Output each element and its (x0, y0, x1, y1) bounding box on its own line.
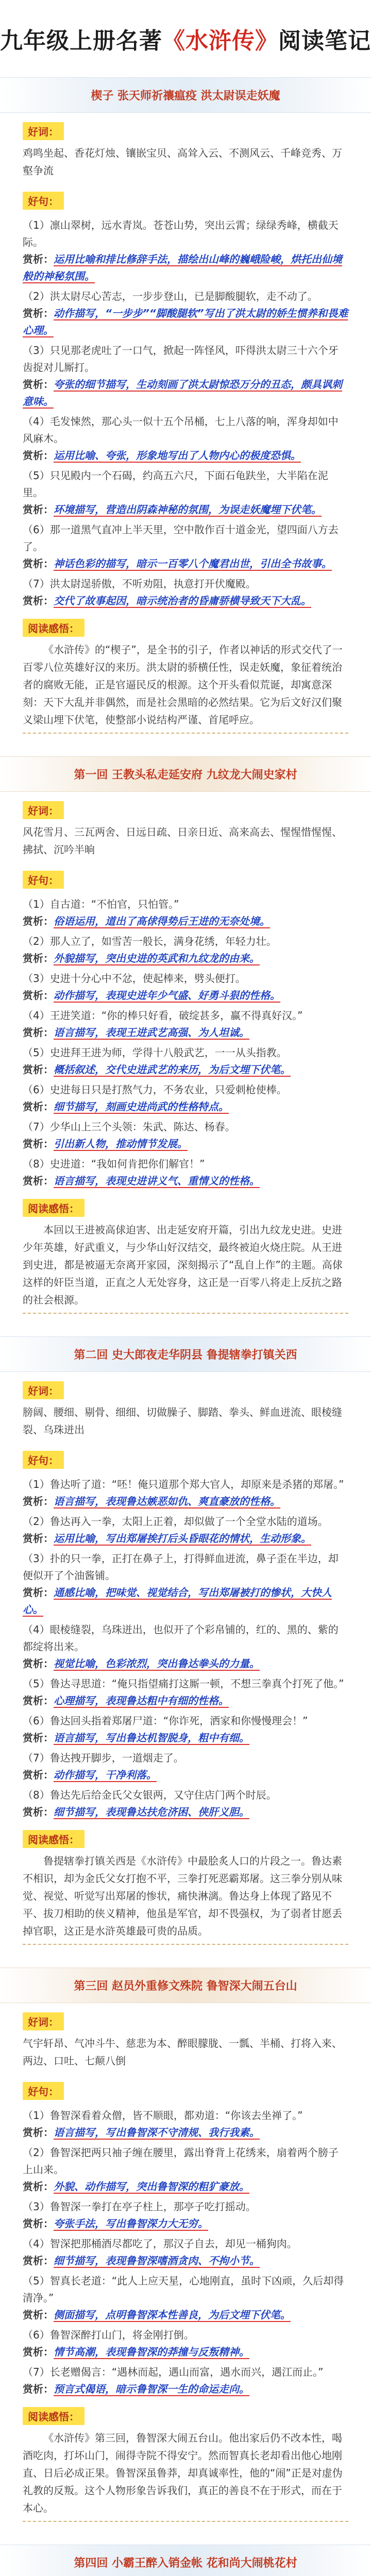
analysis-label: 赏析： (23, 595, 54, 607)
sentence-text: （1）鲁达听了道：“呸！俺只道那个郑大官人，却原来是杀猪的郑屠。” (23, 1478, 344, 1490)
sentence-item (23, 467, 348, 518)
sentence-text: （4）王进笑道：“你的棒只好看，破绽甚多，赢不得真好汉。” (23, 1009, 303, 1022)
chapter-banner: 楔子 张天师祈禳瘟疫 洪太尉误走妖魔 (0, 77, 371, 113)
analysis-text: 语言描写，写出鲁达机智脱身，粗中有细。 (54, 1732, 249, 1744)
chapter-section (23, 756, 348, 1336)
analysis-label: 赏析： (23, 2346, 54, 2358)
good-words-text: 鸡鸣坐起、香花灯烛、镶嵌宝贝、高耸入云、不测风云、千峰竞秀、万壑争流 (23, 147, 342, 177)
analysis-label: 赏析： (23, 449, 54, 462)
title-suffix: 阅读笔记 (278, 28, 371, 54)
analysis-label: 赏析： (23, 1026, 54, 1039)
analysis-text: 运用比喻、夸张，形象地写出了人物内心的极度恐惧。 (54, 449, 301, 462)
sentence-item (23, 2107, 348, 2141)
sentence-item (23, 521, 348, 572)
sentence-item (23, 1750, 348, 1784)
analysis-label: 赏析： (23, 503, 54, 516)
sentence-item (23, 1513, 348, 1547)
sentence-item (23, 413, 348, 464)
sentence-text: （8）鲁达先后给金氏父女银两，又守住店门两个时辰。 (23, 1789, 277, 1801)
sentence-text: （1）凛山翠树，远水青岚。苍苍山势，突出云霄；绿绿秀峰，横截天际。 (23, 219, 339, 248)
reflection-tag: 阅读感悟： (23, 1199, 85, 1217)
analysis-text: 运用比喻，写出郑屠挨打后头昏眼花的情状，生动形象。 (54, 1532, 311, 1545)
sentence-text: （1）自古道：“不怕官，只怕管。” (23, 898, 179, 910)
sentence-item (23, 1787, 348, 1821)
section-spacer (23, 2527, 348, 2545)
reflection-text: 《水浒传》的“楔子”，是全书的引子，作者以神话的形式交代了一百零八位英雄好汉的来历。洪太尉的骄横任性，误走妖魔，象征着统治者的腐败无能，正是官逼民反的根源。这个开头看似荒诞，却寓意深刻：天下大乱并非偶然，而是社会黑暗的必然结果。它为后文好汉们聚义梁山埋下伏笔，使整部小说结构严谨、首尾呼应。 (23, 641, 348, 734)
sentence-item (23, 1118, 348, 1153)
analysis-text: 神话色彩的描写，暗示一百零八个魔君出世，引出全书故事。 (54, 557, 332, 570)
sentence-item (23, 970, 348, 1004)
sentence-item (23, 342, 348, 410)
sentence-text: （5）智真长老道：“此人上应天星，心地刚直，虽时下凶顽，久后却得清净。” (23, 2275, 344, 2304)
good-words-text: 气宇轩昂、气冲斗牛、慈悲为本、醉眼朦胧、一瓢、半桶、打将入来、两边、口吐、七颠八倒 (23, 2037, 342, 2067)
sentence-item (23, 1621, 348, 1672)
analysis-text: 侧面描写，点明鲁智深本性善良，为后文埋下伏笔。 (54, 2309, 291, 2321)
analysis-text: 语言描写，表现鲁达嫉恶如仇、爽直豪放的性格。 (54, 1495, 280, 1507)
analysis-text: 语言描写，写出鲁智深不守清规、我行我素。 (54, 2126, 260, 2139)
analysis-text: 细节描写，表现鲁达扶危济困、侠肝义胆。 (54, 1806, 249, 1818)
sentence-text: （5）史进拜王进为师，学得十八般武艺，一一从头指教。 (23, 1046, 287, 1059)
sentence-item (23, 288, 348, 339)
sentence-item (23, 2364, 348, 2398)
section-spacer (23, 1950, 348, 1968)
analysis-label: 赏析： (23, 915, 54, 927)
sentence-text: （6）鲁达回头指着郑屠尸道：“你诈死，洒家和你慢慢理会！” (23, 1715, 308, 1727)
sentence-item (23, 1476, 348, 1510)
chapter-banner: 第一回 王教头私走延安府 九纹龙大闹史家村 (0, 756, 371, 792)
title-book: 《水浒传》 (162, 28, 278, 54)
sentence-item (23, 2144, 348, 2195)
analysis-label: 赏析： (23, 2309, 54, 2321)
reflection-text: 本回以王进被高俅迫害、出走延安府开篇，引出九纹龙史进。史进少年英雄，好武重义，与少华山好汉结交，最终被迫火烧庄院。从王进到史进，都是被逼无奈离开家园，深刻揭示了“乱自上作”的主题。高俅这样的奸臣当道，正直之人无处容身，这正是一百零八将走上反抗之路的社会根源。 (23, 1221, 348, 1314)
sentence-text: （7）少华山上三个头领：朱武、陈达、杨春。 (23, 1121, 235, 1133)
sentence-text: （3）鲁智深一拳打在亭子柱上，那亭子吃打摇动。 (23, 2200, 256, 2213)
good-words-text: 风花雪月、三瓦两舍、日远日疏、日亲日近、高来高去、惺惺惜惺惺、拂拭、沉吟半晌 (23, 826, 342, 856)
chapter-section (23, 2545, 348, 2576)
analysis-text: 细节描写，表现鲁智深嗜酒贪肉、不拘小节。 (54, 2255, 260, 2267)
analysis-label: 赏析： (23, 1175, 54, 1187)
good-words-tag: 好词： (23, 2012, 64, 2030)
analysis-label: 赏析： (23, 1694, 54, 1707)
analysis-text: 俗语运用，道出了高俅得势后王进的无奈处境。 (54, 915, 270, 927)
good-words-text: 膀阔、腰细、剔骨、细细、切做臊子、脚踏、拳头、鲜血迸流、眼棱缝裂、乌珠迸出 (23, 1406, 342, 1436)
analysis-text: 环境描写，营造出阴森神秘的氛围，为误走妖魔埋下伏笔。 (54, 503, 322, 516)
sentence-item (23, 1081, 348, 1115)
analysis-text: 视觉比喻，色彩浓烈，突出鲁达拳头的力量。 (54, 1657, 260, 1670)
analysis-text: 语言描写，表现王进武艺高强、为人坦诚。 (54, 1026, 249, 1039)
sentence-text: （4）毛发悚然，那心头一似十五个吊桶，七上八落的响，浑身却如中风麻木。 (23, 415, 339, 445)
chapter-section (23, 77, 348, 756)
sentence-text: （5）只见殿内一个石碣，约高五六尺，下面石龟趺坐，大半陷在泥里。 (23, 469, 328, 499)
sentence-text: （2）洪太尉尽心苦志，一步步登山，已是脚酸腿软，走不动了。 (23, 290, 318, 302)
good-words-tag: 好词： (23, 122, 64, 140)
page-title (0, 22, 371, 55)
chapter-banner: 第四回 小霸王醉入销金帐 花和尚大闹桃花村 (0, 2545, 371, 2576)
analysis-text: 运用比喻和排比修辞手法，描绘出山峰的巍峨险峻，烘托出仙境般的神秘氛围。 (23, 253, 342, 282)
sentence-text: （1）鲁智深看着众僧，皆不顺眼，都劝道：“你该去坐禅了。” (23, 2109, 303, 2122)
analysis-text: 引出新人物，推动情节发展。 (54, 1138, 188, 1150)
sentence-item (23, 2327, 348, 2361)
sections-container (0, 77, 371, 2576)
reflection-tag: 阅读感悟： (23, 1830, 85, 1848)
analysis-label: 赏析： (23, 2126, 54, 2139)
good-words-tag: 好词： (23, 1381, 64, 1399)
sentence-text: （7）洪太尉逞骄傲，不听劝阻，执意打开伏魔殿。 (23, 578, 256, 590)
good-words-tag: 好词： (23, 801, 64, 819)
good-sentences-tag: 好句： (23, 2082, 64, 2100)
analysis-label: 赏析： (23, 1532, 54, 1545)
analysis-label: 赏析： (23, 989, 54, 1002)
sentence-text: （2）鲁智深把两只袖子缠在腰里，露出脊背上花绣来，扇着两个膀子上山来。 (23, 2146, 339, 2176)
chapter-banner: 第三回 赵员外重修文殊院 鲁智深大闹五台山 (0, 1968, 371, 2003)
sentence-text: （3）扑的只一拳，正打在鼻子上，打得鲜血迸流，鼻子歪在半边，却便似开了个油酱铺。 (23, 1552, 339, 1582)
analysis-label: 赏析： (23, 1586, 54, 1599)
sentence-item (23, 933, 348, 967)
sentence-text: （8）史进道：“我如何肯把你们解官！” (23, 1158, 205, 1170)
good-sentences-tag: 好句： (23, 192, 64, 210)
analysis-text: 外貌、动作描写，突出鲁智深的粗犷豪放。 (54, 2180, 249, 2193)
analysis-text: 夸张的细节描写，生动刻画了洪太尉惊恐万分的丑态，颇具讽刺意味。 (23, 378, 342, 408)
analysis-label: 赏析： (23, 2180, 54, 2193)
sentence-text: （6）史进每日只是打熬气力，不务农业，只爱刺枪使棒。 (23, 1083, 287, 1096)
analysis-label: 赏析： (23, 1063, 54, 1076)
analysis-text: 概括叙述，交代史进武艺的来历，为后文埋下伏笔。 (54, 1063, 291, 1076)
reflection-tag: 阅读感悟： (23, 619, 85, 637)
analysis-text: 动作描写，表现史进年少气盛、好勇斗狠的性格。 (54, 989, 280, 1002)
analysis-text: 夸张手法，写出鲁智深力大无穷。 (54, 2217, 208, 2230)
reflection-tag: 阅读感悟： (23, 2407, 85, 2425)
analysis-label: 赏析： (23, 253, 54, 265)
sentence-text: （6）鲁智深醉打山门，将金刚打倒。 (23, 2329, 194, 2341)
sentence-text: （4）眼棱缝裂，乌珠迸出，也似开了个彩帛铺的，红的、黑的、紫的都绽将出来。 (23, 1623, 339, 1653)
reflection-text: 《水浒传》第三回，鲁智深大闹五台山。他出家后仍不改本性，喝酒吃肉，打坏山门，闹得寺院不得安宁。然而智真长老却看出他心地刚直、日后必成正果。鲁智深虽鲁莽，却真诚率性，他的“闹”正是对虚伪礼教的反叛。这个人物形象告诉我们，真正的善良不在于形式，而在于本心。 (23, 2429, 348, 2522)
sentence-text: （7）鲁达拽开脚步，一道烟走了。 (23, 1752, 184, 1764)
title-prefix: 九年级上册名著 (0, 28, 162, 54)
sentence-item (23, 2273, 348, 2324)
analysis-text: 动作描写，干净利落。 (54, 1769, 157, 1781)
analysis-label: 赏析： (23, 1769, 54, 1781)
sentence-item (23, 217, 348, 285)
analysis-text: 细节描写，刻画史进尚武的性格特点。 (54, 1100, 229, 1113)
analysis-text: 交代了故事起因，暗示统治者的昏庸骄横导致天下大乱。 (54, 595, 311, 607)
chapter-section (23, 1968, 348, 2545)
section-spacer (23, 1319, 348, 1336)
sentence-item (23, 1156, 348, 1190)
sentence-item (23, 1713, 348, 1747)
sentence-item (23, 575, 348, 609)
analysis-text: 动作描写，“一步步”“脚酸腿软”写出了洪太尉的娇生惯养和畏难心理。 (23, 307, 348, 336)
sentence-item (23, 896, 348, 930)
sentence-text: （4）智深把那桶酒尽都吃了，那汉子自去，却见一桶狗肉。 (23, 2238, 297, 2250)
sentence-item (23, 1044, 348, 1078)
sentence-item (23, 2235, 348, 2269)
sentence-text: （6）那一道黑气直冲上半天里，空中散作百十道金光，望四面八方去了。 (23, 523, 339, 553)
sentence-item (23, 1550, 348, 1618)
analysis-text: 通感比喻，把味觉、视觉结合，写出郑屠被打的惨状，大快人心。 (23, 1586, 332, 1616)
chapter-banner: 第二回 史大郎夜走华阴县 鲁提辖拳打镇关西 (0, 1336, 371, 1372)
analysis-label: 赏析： (23, 2255, 54, 2267)
title-area (0, 0, 371, 77)
sentence-text: （2）鲁达再入一拳，太阳上正着，却似做了一个全堂水陆的道场。 (23, 1515, 328, 1528)
analysis-text: 预言式偈语，暗示鲁智深一生的命运走向。 (54, 2383, 249, 2395)
analysis-text: 心理描写，表现鲁达粗中有细的性格。 (54, 1694, 229, 1707)
sentence-text: （3）史进十分心中不忿，使起棒来，劈头便打。 (23, 972, 246, 985)
analysis-label: 赏析： (23, 557, 54, 570)
analysis-label: 赏析： (23, 1100, 54, 1113)
sentence-item (23, 1675, 348, 1709)
sentence-text: （2）那人立了，如雪苦一般长，满身花绣，年轻力壮。 (23, 935, 277, 947)
sentence-item (23, 1007, 348, 1041)
sentence-text: （3）只见那老虎吐了一口气，掀起一阵怪风，吓得洪太尉三十六个牙齿捉对儿厮打。 (23, 344, 339, 374)
analysis-label: 赏析： (23, 378, 54, 391)
analysis-label: 赏析： (23, 2383, 54, 2395)
analysis-label: 赏析： (23, 1806, 54, 1818)
analysis-text: 外貌描写，突出史进的英武和九纹龙的由来。 (54, 952, 260, 964)
chapter-section (23, 1336, 348, 1968)
good-sentences-tag: 好句： (23, 871, 64, 889)
analysis-label: 赏析： (23, 1732, 54, 1744)
analysis-label: 赏析： (23, 1138, 54, 1150)
analysis-label: 赏析： (23, 2217, 54, 2230)
analysis-label: 赏析： (23, 307, 54, 319)
analysis-label: 赏析： (23, 952, 54, 964)
analysis-label: 赏析： (23, 1495, 54, 1507)
analysis-text: 情节高潮，表现鲁智深的莽撞与反叛精神。 (54, 2346, 249, 2358)
analysis-text: 语言描写，表现史进讲义气、重情义的性格。 (54, 1175, 260, 1187)
analysis-label: 赏析： (23, 1657, 54, 1670)
sentence-text: （5）鲁达寻思道：“俺只指望痛打这厮一顿，不想三拳真个打死了他。” (23, 1677, 344, 1690)
good-sentences-tag: 好句： (23, 1451, 64, 1469)
reflection-text: 鲁提辖拳打镇关西是《水浒传》中最脍炙人口的片段之一。鲁达素不相识，却为金氏父女打抱不平，三拳打死恶霸郑屠。这三拳分别从味觉、视觉、听觉写出郑屠的惨状，痛快淋漓。鲁达身上体现了路见不平、拔刀相助的侠义精神，他虽是军官，却不畏强权，为了弱者甘愿丢掉官职，这正是水浒英雄最可贵的品质。 (23, 1852, 348, 1945)
section-spacer (23, 739, 348, 756)
sentence-item (23, 2198, 348, 2232)
sentence-text: （7）长老赠偈言：“遇林而起，遇山而富，遇水而兴，遇江而止。” (23, 2366, 324, 2378)
